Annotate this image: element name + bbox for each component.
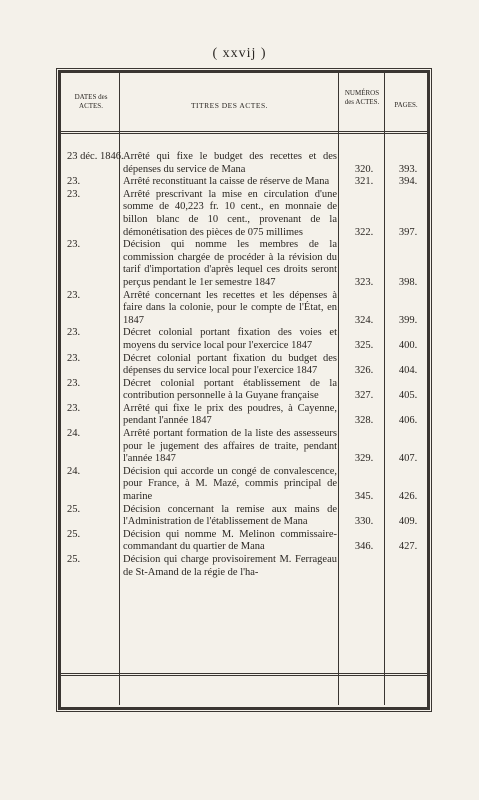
table-row [61, 529, 427, 554]
table-header [61, 73, 427, 134]
table-row [61, 378, 427, 403]
row-title: Arrêté reconstituant la caisse de réserve de Mana [123, 176, 330, 188]
table-row [61, 151, 427, 176]
table-row [61, 290, 427, 328]
table-row [61, 466, 427, 504]
row-title: Décision qui nomme les membres de la commission chargée de procéder à la révision du tarif d'importation d'après lequel ces droits seront perçus pendant le 1er semestre 1847 [123, 239, 337, 288]
row-page: 397. [398, 226, 418, 238]
row-number: 320. [354, 163, 374, 175]
table-row [61, 239, 427, 289]
table-row [61, 403, 427, 428]
row-date: 25. [67, 554, 81, 565]
row-number: 330. [354, 516, 374, 528]
row-title: Décret colonial portant fixation des voies et moyens du service local pour l'exercice 1847 [123, 327, 337, 351]
page-number: ( xxvij ) [212, 46, 267, 61]
table-row [61, 353, 427, 378]
row-number: 327. [354, 390, 374, 402]
row-title: Décret colonial portant fixation du budget des dépenses du service local pour l'exercice 1847 [123, 352, 337, 377]
table-row [61, 176, 427, 189]
row-number: 328. [354, 415, 374, 427]
row-title: Arrêté qui fixe le budget des recettes et des dépenses du service de Mana [123, 151, 337, 175]
row-number: 322. [354, 226, 374, 238]
row-date: 23. [67, 239, 81, 251]
row-date: 25. [67, 503, 81, 515]
row-number: 321. [354, 176, 374, 188]
row-title: Arrêté concernant les recettes et les dépenses à faire dans la colonie, pour le compte de l'État, en 1847 [123, 289, 337, 326]
row-page: 409. [398, 516, 418, 528]
table-row [61, 327, 427, 352]
row-date: 23. [67, 289, 81, 301]
row-number: 323. [354, 276, 374, 288]
row-page: 393. [398, 163, 418, 175]
row-date: 23. [67, 377, 81, 389]
row-date: 23. [67, 352, 81, 364]
table-row [61, 189, 427, 239]
row-title: Arrêté portant formation de la liste des assesseurs pour le jugement des affaires de traite, pendant l'année 1847 [123, 428, 337, 465]
row-date: 25. [67, 528, 81, 540]
row-title: Décision qui accorde un congé de convalescence, pour France, à M. Mazé, commis principal de marine [123, 465, 337, 503]
row-date: 23. [67, 402, 81, 414]
row-number: 346. [354, 541, 374, 553]
bottom-rule [61, 673, 427, 679]
row-page: 405. [398, 390, 418, 402]
row-page: 407. [398, 453, 418, 465]
row-date: 23 déc. 1846. [67, 151, 124, 162]
row-page: 427. [398, 541, 418, 553]
row-date: 23. [67, 327, 81, 339]
row-title: Décision qui nomme M. Melinon commissaire-commandant du quartier de Mana [123, 528, 337, 553]
row-page: 404. [398, 365, 418, 377]
row-number: 324. [354, 314, 374, 326]
row-date: 24. [67, 428, 81, 440]
row-title: Décision concernant la remise aux mains de l'Administration de l'établissement de Mana [123, 503, 337, 528]
header-pages: PAGES. [394, 101, 418, 109]
row-page: 394. [398, 176, 418, 188]
row-number: 325. [354, 339, 374, 351]
row-date: 23. [67, 176, 81, 188]
row-page: 398. [398, 276, 418, 288]
row-title: Décision qui charge provisoirement M. Ferrageau de St-Amand de la régie de l'ha- [123, 554, 337, 578]
row-date: 23. [67, 188, 81, 200]
row-number: 326. [354, 365, 374, 377]
row-number: 329. [354, 453, 374, 465]
row-number: 345. [354, 491, 374, 503]
row-page: 406. [398, 415, 418, 427]
header-numeros: NUMÉROS des ACTES. [344, 89, 380, 106]
row-date: 24. [67, 465, 81, 477]
header-dates: DATES des ACTES. [74, 93, 108, 110]
row-page: 426. [398, 491, 418, 503]
table-frame [58, 70, 430, 710]
table-row [61, 554, 427, 579]
row-page: 399. [398, 314, 418, 326]
row-title: Décret colonial portant établissement de la contribution personnelle à la Guyane française [123, 377, 337, 402]
table-body [61, 151, 427, 579]
row-page: 400. [398, 339, 418, 351]
row-title: Arrêté qui fixe le prix des poudres, à Cayenne, pendant l'année 1847 [123, 402, 337, 427]
table-row [61, 428, 427, 466]
table-row [61, 504, 427, 529]
row-title: Arrêté prescrivant la mise en circulation d'une somme de 40,223 fr. 10 cent., en monnaie de billon blanc de 10 cent., provenant de la démonétisation des pièces de 075 millimes [123, 188, 337, 238]
header-titres: TITRES DES ACTES. [190, 101, 269, 110]
